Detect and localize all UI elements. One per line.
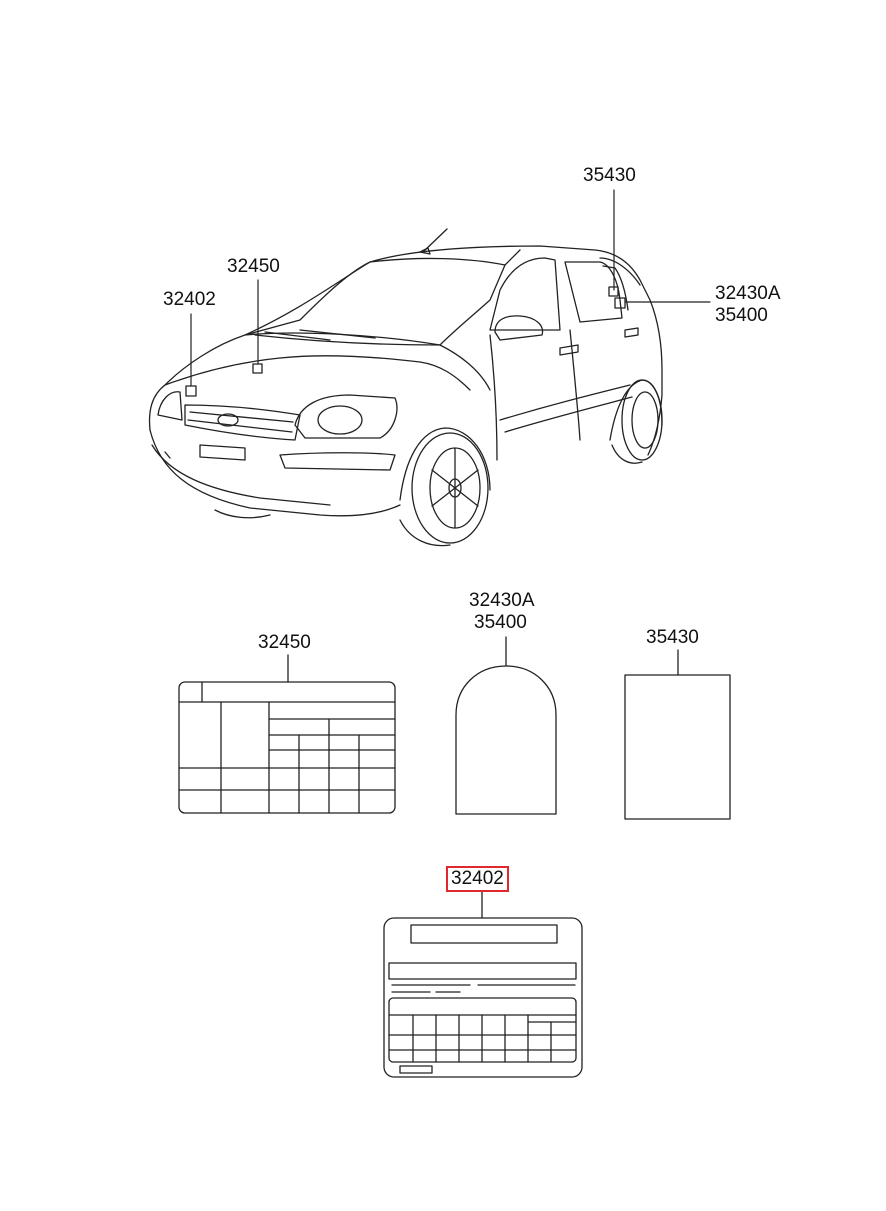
label-32450-drawing bbox=[179, 655, 395, 813]
callout-32450-car[interactable]: 32450 bbox=[227, 256, 280, 277]
car-leader-lines bbox=[191, 190, 710, 386]
callout-35400-label[interactable]: 35400 bbox=[474, 612, 527, 633]
callout-32450-label[interactable]: 32450 bbox=[258, 632, 311, 653]
callout-32430a-label[interactable]: 32430A bbox=[469, 590, 535, 611]
callout-32402-car[interactable]: 32402 bbox=[163, 289, 216, 310]
label-35430-drawing bbox=[625, 650, 730, 819]
callout-35430-car[interactable]: 35430 bbox=[583, 165, 636, 186]
label-32402-drawing bbox=[384, 892, 582, 1077]
callout-35430-label[interactable]: 35430 bbox=[646, 627, 699, 648]
label-32430a-drawing bbox=[456, 637, 556, 814]
callout-35400-car[interactable]: 35400 bbox=[715, 305, 768, 326]
callout-32402-label-highlighted[interactable]: 32402 bbox=[446, 866, 509, 892]
callout-32430a-car[interactable]: 32430A bbox=[715, 283, 781, 304]
